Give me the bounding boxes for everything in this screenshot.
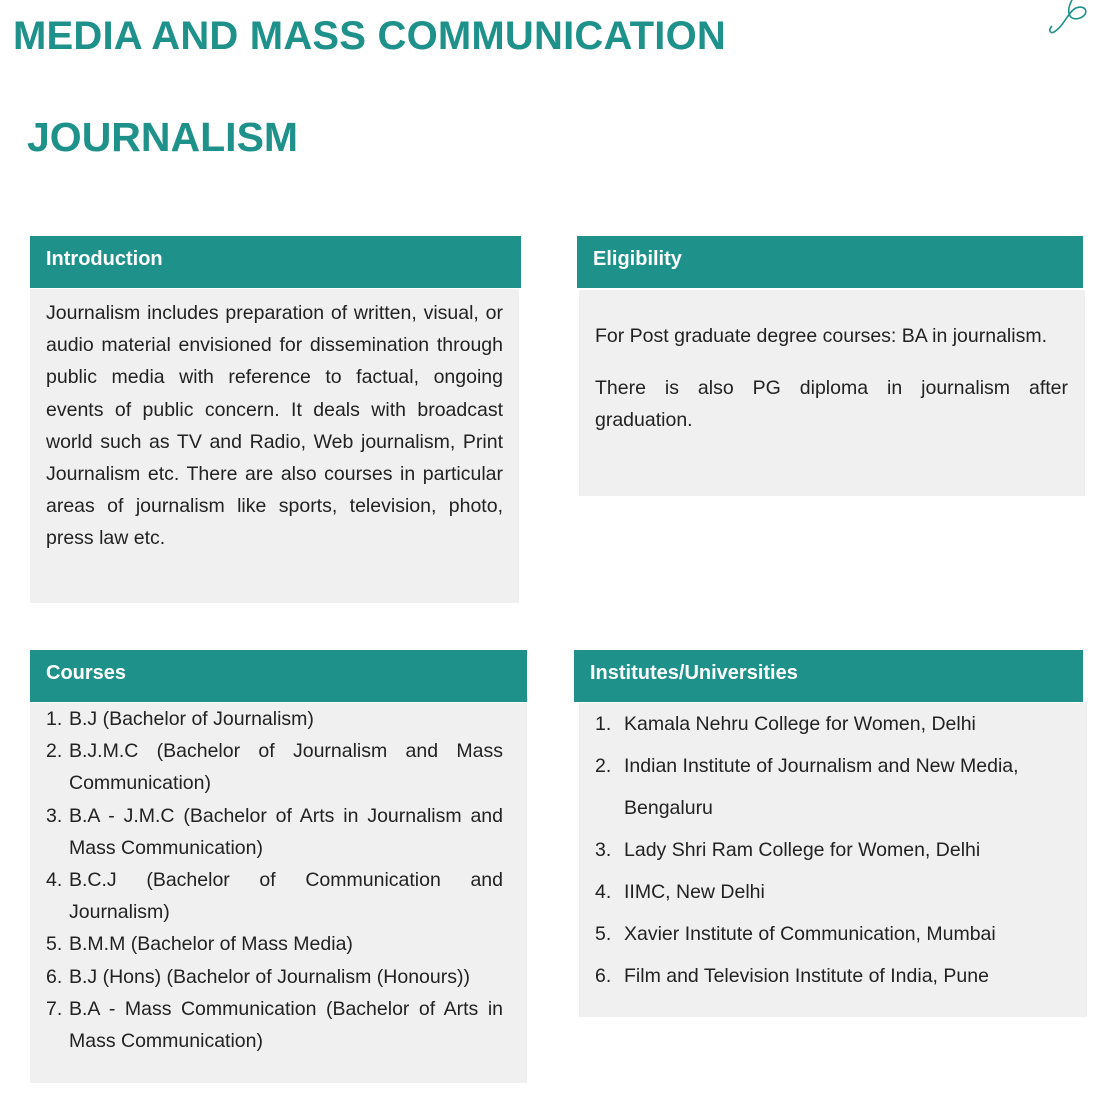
document-title: MEDIA AND MASS COMMUNICATION xyxy=(13,14,726,58)
courses-list xyxy=(46,703,503,1057)
course-text: B.J (Hons) (Bachelor of Journalism (Honours)) xyxy=(69,965,470,988)
course-item xyxy=(46,961,503,993)
course-text: B.J.M.C (Bachelor of Journalism and Mass Communication) xyxy=(69,740,503,795)
institute-number: 3. xyxy=(595,839,612,861)
course-item xyxy=(46,993,503,1057)
courses-heading: Courses xyxy=(30,650,527,702)
course-number: 7. xyxy=(46,997,63,1020)
institute-number: 5. xyxy=(595,923,612,945)
course-text: B.J (Bachelor of Journalism) xyxy=(69,708,314,730)
eligibility-paragraph: There is also PG diploma in journalism after graduation. xyxy=(595,377,1068,432)
course-number: 6. xyxy=(46,965,63,988)
course-text: B.C.J (Bachelor of Communication and Journalism) xyxy=(69,869,503,924)
introduction-body xyxy=(30,289,519,603)
eligibility-paragraph: For Post graduate degree courses: BA in journalism. xyxy=(595,325,1047,347)
swirl-decoration-icon xyxy=(1046,0,1094,36)
institutes-card xyxy=(574,650,1087,1018)
course-text: B.M.M (Bachelor of Mass Media) xyxy=(69,933,353,956)
institute-item xyxy=(595,871,1067,913)
course-number: 5. xyxy=(46,933,63,956)
institutes-list xyxy=(595,703,1067,997)
introduction-text: Journalism includes preparation of written, visual, or audio material envisioned for dissemination through public media with reference to factual, ongoing events of public concern. It deals with broadcast world such as TV and Radio, Web journalism, Print Journalism etc. There are also courses in particular areas of journalism like sports, television, photo, press law etc. xyxy=(46,302,503,550)
course-item xyxy=(46,703,503,735)
institute-item xyxy=(595,955,1067,997)
institute-number: 2. xyxy=(595,755,612,777)
section-title: JOURNALISM xyxy=(27,114,299,160)
institute-text: Indian Institute of Journalism and New Media, Bengaluru xyxy=(624,755,1019,819)
institute-number: 4. xyxy=(595,881,612,903)
introduction-card xyxy=(30,236,521,604)
institute-text: Xavier Institute of Communication, Mumbai xyxy=(624,923,996,945)
course-item xyxy=(46,735,503,799)
course-text: B.A - Mass Communication (Bachelor of Arts in Mass Communication) xyxy=(69,997,503,1053)
institute-item xyxy=(595,703,1067,745)
course-number: 4. xyxy=(46,869,63,892)
course-item xyxy=(46,864,503,928)
institutes-heading: Institutes/Universities xyxy=(574,650,1083,702)
institute-text: Kamala Nehru College for Women, Delhi xyxy=(624,713,976,735)
institute-item xyxy=(595,913,1067,955)
courses-card xyxy=(30,650,527,1084)
course-number: 2. xyxy=(46,740,63,763)
course-text: B.A - J.M.C (Bachelor of Arts in Journalism and Mass Communication) xyxy=(69,804,503,859)
institute-text: IIMC, New Delhi xyxy=(624,881,765,903)
institutes-body xyxy=(579,703,1087,1017)
institute-number: 1. xyxy=(595,713,612,735)
course-number: 1. xyxy=(46,708,63,730)
eligibility-body xyxy=(579,290,1085,496)
institute-item xyxy=(595,745,1067,829)
course-number: 3. xyxy=(46,804,63,827)
courses-body xyxy=(30,703,527,1083)
eligibility-card xyxy=(577,236,1085,498)
course-item xyxy=(46,800,503,864)
institute-text: Film and Television Institute of India, Pune xyxy=(624,965,989,987)
institute-item xyxy=(595,829,1067,871)
introduction-heading: Introduction xyxy=(30,236,521,288)
eligibility-heading: Eligibility xyxy=(577,236,1083,288)
institute-text: Lady Shri Ram College for Women, Delhi xyxy=(624,839,981,861)
course-item xyxy=(46,928,503,960)
institute-number: 6. xyxy=(595,965,612,987)
